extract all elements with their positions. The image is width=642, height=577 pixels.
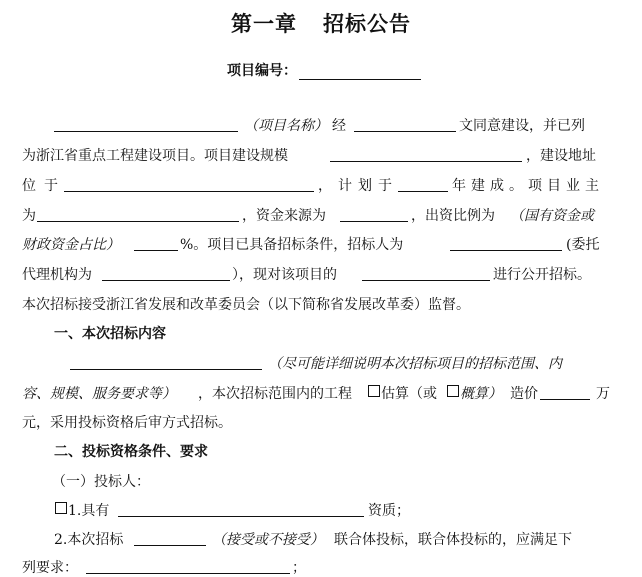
- text: 2.本次招标: [54, 532, 124, 548]
- blank-project-name: [54, 117, 238, 132]
- scope-hint: （尽可能详细说明本次招标项目的招标范围、内: [268, 356, 562, 372]
- chapter-title: [0, 8, 642, 38]
- text: 位于: [22, 178, 66, 194]
- text: 元，采用投标资格后审方式招标。: [22, 415, 232, 431]
- heading-text: 二、投标资格条件、要求: [54, 444, 208, 460]
- text: 概算）: [460, 386, 502, 402]
- blank-year: [398, 177, 448, 192]
- checkbox-qualification[interactable]: [55, 502, 67, 514]
- project-number-label: 项目编号：: [227, 63, 297, 79]
- blank-tenderer: [450, 236, 562, 251]
- text: ，本次招标范围内的工程: [198, 386, 352, 402]
- text: 联合体投标，联合体投标的，应满足下: [334, 532, 572, 548]
- blank-ratio: [134, 236, 178, 251]
- text: 代理机构为: [22, 267, 92, 283]
- project-number-blank: [299, 65, 421, 80]
- text: %。项目已具备招标条件，招标人为: [180, 237, 404, 253]
- text: 列要求：: [22, 560, 78, 576]
- text: （一）投标人：: [52, 474, 150, 490]
- text: ，建设地址: [526, 148, 596, 164]
- text: ，出资比例为: [411, 208, 495, 224]
- text: 1.具有: [68, 503, 110, 519]
- scope-hint-cont: 容、规模、服务要求等）: [22, 386, 176, 402]
- blank-consortium: [134, 531, 206, 546]
- text: 年建成。项目业主: [452, 178, 604, 194]
- text: 进行公开招标。: [493, 267, 591, 283]
- text: ，计划于: [318, 178, 398, 194]
- text: 资质；: [368, 503, 410, 519]
- blank-scale: [330, 147, 522, 162]
- project-name-hint: （项目名称）: [244, 118, 328, 134]
- text: ），现对该项目的: [232, 267, 337, 283]
- text: 造价: [510, 386, 538, 402]
- funding-ratio-hint: （国有资金或: [510, 208, 594, 224]
- text: ，资金来源为: [242, 208, 326, 224]
- text: 本次招标接受浙江省发展和改革委员会（以下简称省发展改革委）监督。: [22, 297, 470, 313]
- checkbox-estimate[interactable]: [368, 385, 380, 397]
- blank-scope: [70, 355, 262, 370]
- text: 为浙江省重点工程建设项目。项目建设规模: [22, 148, 288, 164]
- chapter-number: 第一章: [231, 12, 297, 36]
- chapter-name: 招标公告: [323, 12, 411, 36]
- heading-text: 一、本次招标内容: [54, 326, 166, 342]
- blank-approval-doc: [354, 117, 456, 132]
- blank-consortium-req: [86, 559, 290, 574]
- text: 经: [332, 118, 346, 134]
- text: 估算（或: [381, 386, 437, 402]
- text: 万: [596, 386, 610, 402]
- text: (委托: [566, 237, 600, 253]
- blank-agency: [102, 266, 230, 281]
- text: 为: [22, 208, 36, 224]
- blank-address: [64, 177, 314, 192]
- checkbox-budget[interactable]: [447, 385, 459, 397]
- blank-cost: [540, 385, 590, 400]
- consortium-hint: （接受或不接受）: [212, 532, 324, 548]
- blank-project-item: [362, 266, 490, 281]
- blank-qualification: [118, 502, 364, 517]
- project-number-line: [227, 60, 421, 80]
- text: ；: [292, 560, 306, 576]
- text: 文同意建设，并已列: [459, 118, 585, 134]
- funding-ratio-hint-cont: 财政资金占比）: [22, 237, 120, 253]
- blank-funding: [340, 207, 408, 222]
- blank-owner: [37, 207, 239, 222]
